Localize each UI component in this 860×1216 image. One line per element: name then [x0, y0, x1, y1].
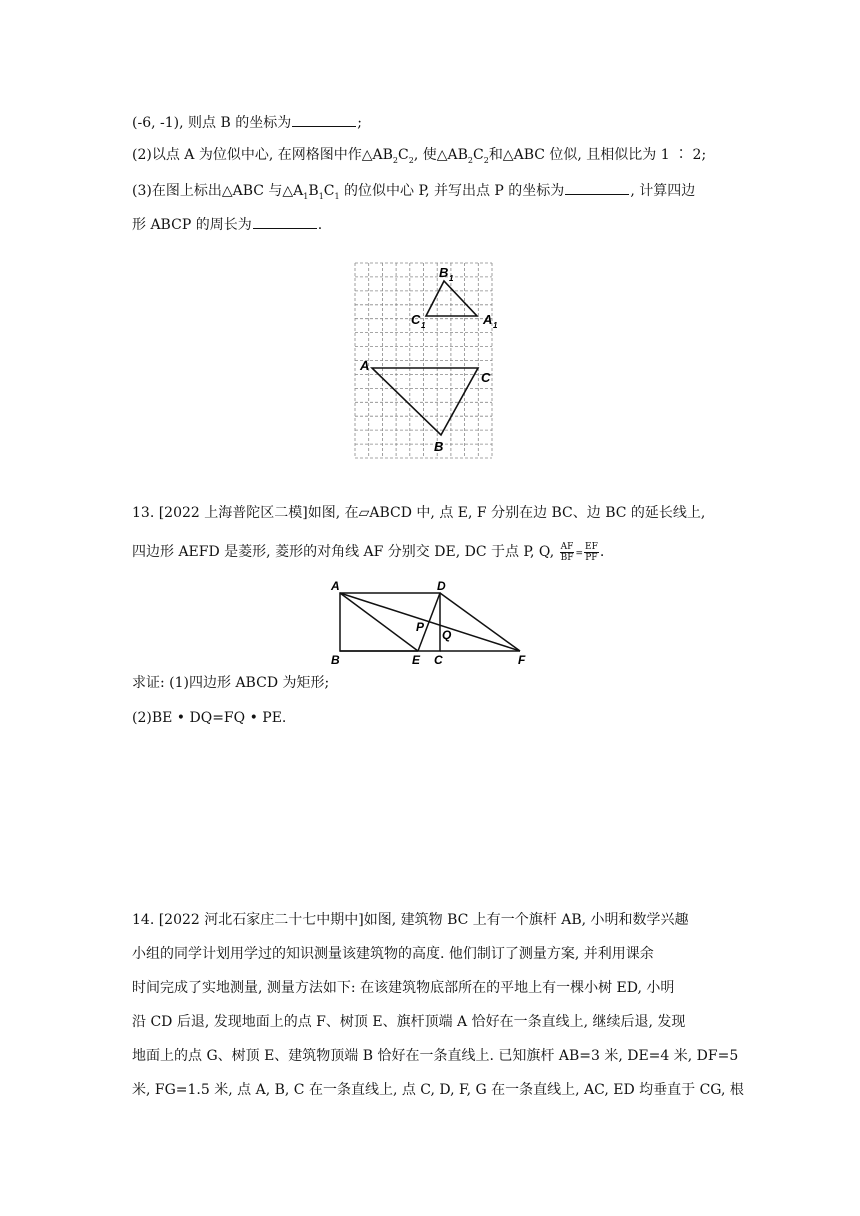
- label-b: B: [434, 439, 444, 454]
- label-b: B: [331, 653, 340, 667]
- label-a1: A: [483, 312, 493, 327]
- label-d: D: [437, 579, 446, 593]
- q13-prove-1: 求证: (1)四边形 ABCD 为矩形;: [132, 675, 330, 691]
- q13-prove-2: (2)BE • DQ=FQ • PE.: [132, 710, 287, 726]
- q14-line-4: 沿 CD 后退, 发现地面上的点 F、树顶 E、旗杆顶端 A 恰好在一条直线上, 继续后退, 发现: [132, 1014, 686, 1030]
- q12-part-2: (2)以点 A 为位似中心, 在网格图中作$\triangle AB_2C_2$, 使$\triangle AB_2C_2$和△ABC 位似, 且相似比为 1 ∶ 2;: [132, 147, 707, 165]
- segment-af: [340, 593, 520, 651]
- svg-text:1: 1: [493, 321, 498, 330]
- fraction-ef-pf: $\frac{EF}{PF}$: [585, 541, 598, 563]
- label-c: C: [481, 370, 491, 385]
- answer-blank[interactable]: [253, 214, 317, 229]
- label-f: F: [518, 653, 526, 667]
- q14-line-1: 14. [2022 河北石家庄二十七中期中]如图, 建筑物 BC 上有一个旗杆 AB, 小明和数学兴趣: [132, 912, 689, 928]
- q12-part-3: (3)在图上标出△ABC 与$\triangle A_1B_1C_1$ 的位似中心 P, 并写出点 P 的坐标为 , 计算四边: [132, 180, 732, 207]
- segment-ae: [340, 593, 418, 651]
- segment-df: [440, 593, 520, 651]
- q13-line-1: 13. [2022 上海普陀区二模]如图, 在▱ABCD 中, 点 E, F 分别在边 BC、边 BC 的延长线上,: [132, 505, 706, 521]
- q12-text: (-6, -1), 则点 B 的坐标为: [132, 115, 292, 131]
- q12-line-1: (-6, -1), 则点 B 的坐标为 ;: [132, 112, 732, 133]
- svg-text:1: 1: [449, 274, 454, 283]
- label-e: E: [412, 653, 421, 667]
- label-c: C: [434, 653, 443, 667]
- label-a: A: [331, 579, 340, 593]
- q14-line-5: 地面上的点 G、树顶 E、建筑物顶端 B 恰好在一条直线上. 已知旗杆 AB=3 米, DE=4 米, DF=5: [132, 1048, 739, 1064]
- q13-line-2: 四边形 AEFD 是菱形, 菱形的对角线 AF 分别交 DE, DC 于点 P, Q, $\frac{AF}{BF}$ = $\frac{EF}{PF}$ .: [132, 541, 605, 563]
- answer-blank[interactable]: [292, 112, 356, 127]
- triangle-a1b1c1: [426, 281, 477, 316]
- svg-text:1: 1: [421, 321, 426, 330]
- answer-blank[interactable]: [565, 180, 629, 195]
- label-a: A: [360, 358, 370, 373]
- label-q: Q: [442, 628, 452, 642]
- q12-line-4: 形 ABCP 的周长为 .: [132, 214, 732, 235]
- q14-line-6: 米, FG=1.5 米, 点 A, B, C 在一条直线上, 点 C, D, F, G 在一条直线上, AC, ED 均垂直于 CG, 根: [132, 1082, 744, 1098]
- grid-lines: [355, 263, 492, 458]
- label-c1: C: [411, 312, 421, 327]
- triangle-abc: [372, 368, 478, 435]
- q13-figure: [325, 578, 535, 670]
- q14-line-2: 小组的同学计划用学过的知识测量该建筑物的高度. 他们制订了测量方案, 并利用课余: [132, 946, 654, 962]
- label-p: P: [416, 620, 425, 634]
- parallelogram-abcd: [340, 593, 440, 651]
- label-b1: B: [439, 265, 449, 280]
- fraction-af-bf: $\frac{AF}{BF}$: [560, 541, 574, 563]
- q12-grid-figure: [340, 258, 510, 464]
- q14-line-3: 时间完成了实地测量, 测量方法如下: 在该建筑物底部所在的平地上有一棵小树 ED, 小明: [132, 980, 675, 996]
